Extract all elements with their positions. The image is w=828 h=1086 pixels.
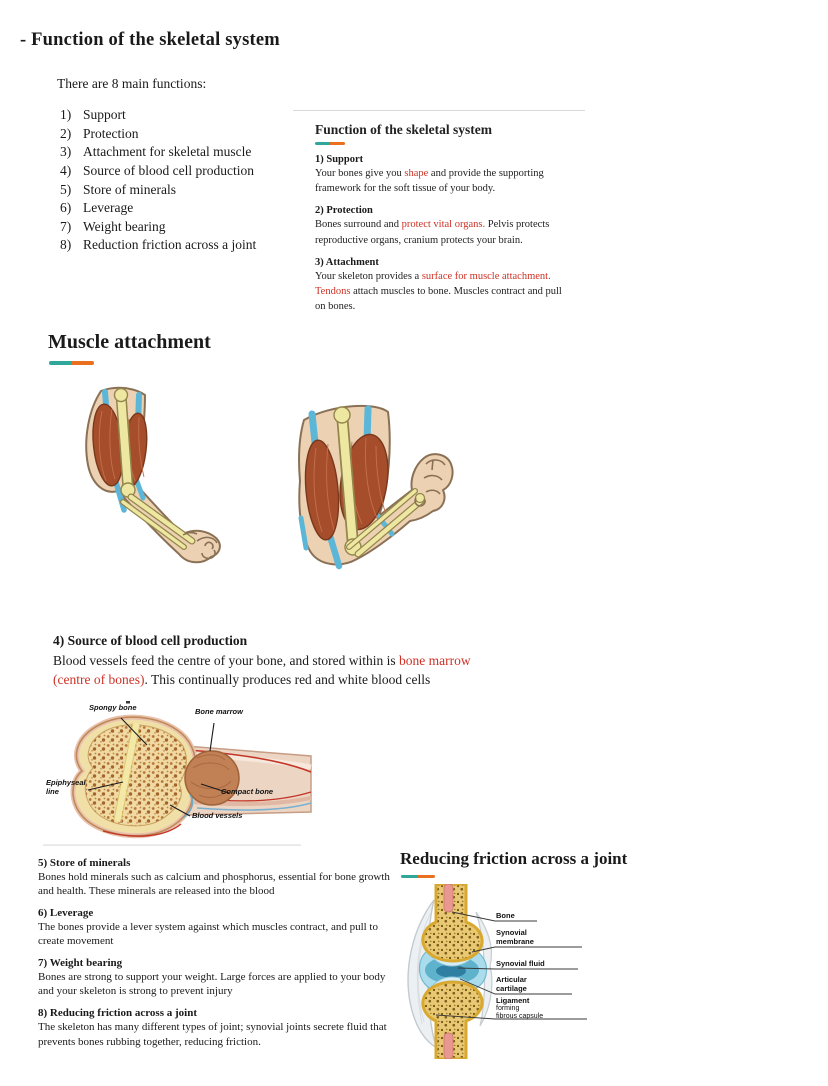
card-title: Function of the skeletal system	[315, 122, 492, 137]
card-section-heading: 3) Attachment	[315, 256, 379, 268]
item-label: Reduction friction across a joint	[83, 237, 257, 253]
item-label: Attachment for skeletal muscle	[83, 144, 252, 160]
section-weight-bearing	[38, 957, 390, 999]
item-number: 2)	[60, 125, 72, 141]
card-section-support	[315, 154, 565, 196]
item-number: 1)	[60, 107, 72, 123]
label-blood-vessels: Blood vessels	[192, 811, 243, 820]
lower-sections	[38, 857, 390, 1057]
list-item	[60, 180, 256, 199]
card-section-heading: 1) Support	[315, 154, 364, 165]
section-body: The skeleton has many different types of joint; synovial joints secrete fluid that prevents bones rubbing together, reducing friction.	[38, 1021, 387, 1048]
list-item	[60, 143, 256, 162]
card-section-body: Your bones give you shape and provide the supporting framework for the soft tissue of your body.	[315, 168, 544, 195]
accent-underline	[49, 361, 94, 365]
list-item	[60, 218, 256, 237]
list-item	[60, 236, 256, 255]
label-bone-marrow: Bone marrow	[195, 707, 243, 716]
label-synovial-membrane: Synovial membrane	[496, 928, 534, 946]
card-section-heading: 2) Protection	[315, 205, 373, 217]
muscle-attachment-heading: Muscle attachment	[48, 331, 211, 353]
item-label: Support	[83, 107, 126, 123]
blood-cell-heading: 4) Source of blood cell production	[53, 633, 248, 648]
item-label: Leverage	[83, 200, 134, 216]
intro-text: There are 8 main functions:	[57, 76, 207, 91]
accent-underline	[315, 142, 345, 145]
item-number: 3)	[60, 144, 72, 160]
blood-cell-section	[53, 633, 505, 690]
section-store-of-minerals	[38, 857, 390, 899]
arm-extended-illustration	[55, 383, 235, 578]
arm-flexed-illustration	[240, 398, 455, 583]
page-title: - Function of the skeletal system	[20, 30, 280, 50]
item-number: 5)	[60, 181, 72, 197]
list-item	[60, 125, 256, 144]
section-heading: 7) Weight bearing	[38, 957, 123, 970]
item-number: 4)	[60, 163, 72, 179]
reducing-friction-heading: Reducing friction across a joint	[400, 849, 628, 868]
section-body: Bones hold minerals such as calcium and phosphorus, essential for bone growth and health. These minerals are released into the blood	[38, 871, 390, 898]
label-ligament-title: Ligament	[496, 996, 530, 1005]
section-heading: 6) Leverage	[38, 907, 94, 920]
item-number: 7)	[60, 218, 72, 234]
list-item	[60, 162, 256, 181]
label-articular-cartilage: Articular cartilage	[496, 975, 527, 993]
section-body: Bones are strong to support your weight. Large forces are applied to your body and your skeleton is strong to prevent injury	[38, 971, 386, 998]
label-spongy-bone: Spongy bone	[89, 703, 137, 712]
card-section-attachment	[315, 257, 565, 315]
section-leverage	[38, 907, 390, 949]
item-label: Store of minerals	[83, 181, 176, 197]
section-heading: 8) Reducing friction across a joint	[38, 1007, 197, 1020]
item-number: 6)	[60, 200, 72, 216]
bone-cross-section-figure	[43, 698, 313, 848]
item-number: 8)	[60, 237, 72, 253]
item-label: Weight bearing	[83, 218, 166, 234]
section-heading: 5) Store of minerals	[38, 857, 131, 869]
accent-underline	[401, 875, 435, 878]
functions-list	[60, 106, 256, 255]
label-bone: Bone	[496, 911, 515, 920]
label-ligament-sub2: fibrous capsule	[496, 1013, 544, 1021]
synovial-joint-figure	[400, 884, 595, 1059]
list-item	[60, 106, 256, 125]
card-section-protection	[315, 205, 565, 247]
label-synovial-fluid: Synovial fluid	[496, 959, 545, 968]
bone-cross-section-art	[43, 698, 313, 848]
label-ligament-sub1: forming	[496, 1005, 520, 1012]
card-section-body: Bones surround and protect vital organs. Pelvis protects reproductive organs, cranium protects your brain.	[315, 219, 550, 246]
item-label: Source of blood cell production	[83, 163, 254, 179]
blood-cell-paragraph: Blood vessels feed the centre of your bone, and stored within is bone marrow (centre of bones). This continually produces red and white blood cells	[53, 653, 471, 687]
item-label: Protection	[83, 125, 139, 141]
label-epiphyseal-line: Epiphyseal line	[46, 778, 86, 796]
label-ligament	[496, 996, 543, 1022]
list-item	[60, 199, 256, 218]
label-compact-bone: Compact bone	[221, 787, 274, 796]
section-body: The bones provide a lever system against which muscles contract, and pull to create movement	[38, 921, 378, 948]
section-reducing-friction	[38, 1007, 390, 1049]
functions-card	[293, 110, 585, 315]
card-section-body: Your skeleton provides a surface for muscle attachment. Tendons attach muscles to bone. Muscles contract and pull on bones.	[315, 270, 562, 313]
